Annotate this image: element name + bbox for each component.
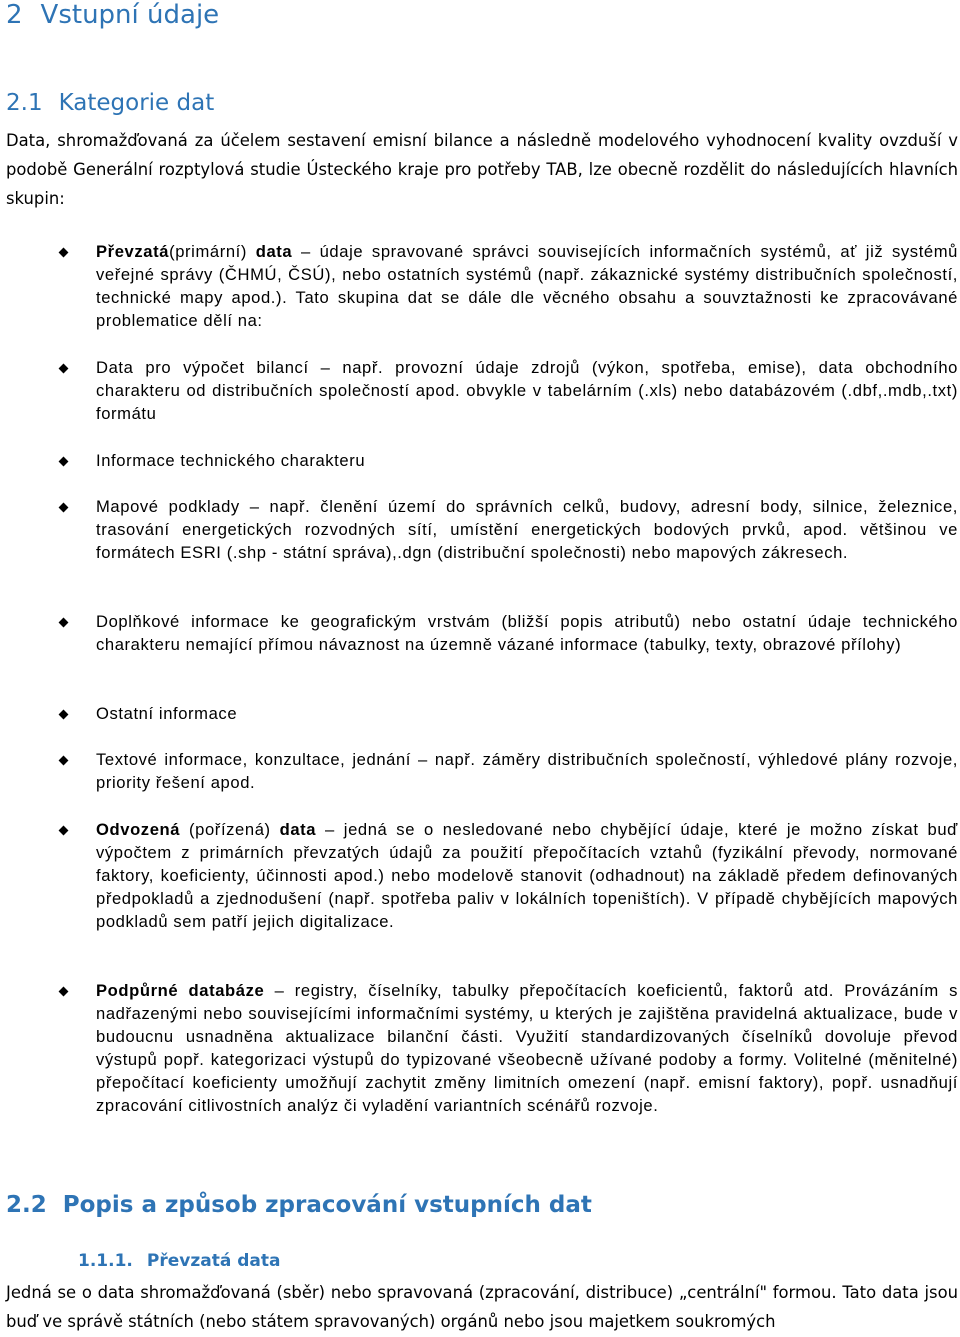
list-item-text [96, 495, 958, 564]
diamond-bullet-icon [59, 618, 69, 628]
list-item-text [96, 979, 958, 1117]
diamond-bullet-icon [59, 503, 69, 513]
diamond-bullet-icon [59, 710, 69, 720]
list-item-text-b: Doplňkové informace ke geografickým vrstvám (bližší popis atributů) nebo ostatní údaje technického charakteru nemající přímou návaznost na územně vázané informace (tabulky, texty, obrazové přílohy) [96, 612, 958, 654]
list-item-text [96, 356, 958, 425]
intro-paragraph: Data, shromažďovaná za účelem sestavení emisní bilance a následně modelového vyhodnocení kvality ovzduší v podobě Generální rozptylová studie Ústeckého kraje pro potřeby TAB, lze obecně rozdělit do následujících hlavních skupin: [6, 131, 958, 208]
list-item-text-b: Textové informace, konzultace, jednání – např. záměry distribučních společností, výhledové plány rozvoje, priority řešení apod. [96, 750, 958, 792]
subsection-heading-2-1 [6, 90, 214, 116]
list-item-text [96, 240, 958, 332]
list-item-text [96, 610, 958, 656]
subsection-heading-2-2 [6, 1192, 592, 1218]
list-item-bold: Odvozená [96, 820, 181, 839]
subsubsection-number: 1.1.1. [78, 1251, 133, 1271]
diamond-bullet-icon [59, 826, 69, 836]
list-item [60, 495, 958, 564]
list-item-text-b: – jedná se o nesledované nebo chybějící údaje, které je možno získat buď výpočtem z primárních převzatých údajů za použití přepočítacích vztahů (fyzikální převody, normované faktory, koeficienty, účinnosti apod.) nebo modelově stanovit (odhadnout) na základě předem definovaných předpokladů a zjednodušení (např. spotřeba paliv v lokálních topeništích). V případě chybějících mapových podkladů sem patří jejich digitalizace. [96, 820, 958, 931]
list-item-text [96, 702, 958, 725]
list-item [60, 610, 958, 656]
subsubsection-title: Převzatá data [146, 1251, 281, 1271]
list-item-bold: Podpůrné databáze [96, 981, 265, 1000]
list-item-text-a: (primární) [169, 242, 256, 261]
subsection-title: Popis a způsob zpracování vstupních dat [62, 1192, 592, 1218]
list-item-text [96, 748, 958, 794]
list-item-bold-2: data [255, 242, 293, 261]
list-item-text [96, 449, 958, 472]
diamond-bullet-icon [59, 364, 69, 374]
list-item-text-a: (pořízená) [180, 820, 280, 839]
list-item-text-b: Mapové podklady – např. členění území do správních celků, budovy, adresní body, silnice, železnice, trasování energetických rozvodných sítí, umístění energetických bodových prvků, apod. většinou ve formátech ESRI (.shp - státní správa),.dgn (distribuční společnosti) nebo mapových zákresech. [96, 497, 958, 562]
list-item [60, 818, 958, 933]
section-title: Vstupní údaje [40, 0, 220, 30]
list-item-bold-2: data [279, 820, 317, 839]
list-item-text-b: Ostatní informace [96, 704, 238, 723]
list-item-text-b: Data pro výpočet bilancí – např. provozní údaje zdrojů (výkon, spotřeba, emise), data obchodního charakteru od distribučních společností apod. obvykle v tabelárním (.xls) nebo databázovém (.dbf,.mdb,.txt) formátu [96, 358, 958, 423]
list-item [60, 449, 958, 472]
subsubsection-heading [78, 1251, 280, 1271]
closing-paragraph: Jedná se o data shromažďovaná (sběr) nebo spravovaná (zpracování, distribuce) „centrální" formou. Tato data jsou buď ve správě státních (nebo státem spravovaných) orgánů nebo jsou majetkem soukromých [6, 1283, 958, 1331]
subsection-number: 2.2 [6, 1192, 47, 1218]
subsection-number: 2.1 [6, 90, 43, 116]
list-item [60, 356, 958, 425]
diamond-bullet-icon [59, 457, 69, 467]
list-item-text-b: – registry, číselníky, tabulky přepočítacích koeficientů, faktorů atd. Provázáním s nadřazenými nebo souvisejícími informačními systémy, u kterých je zajištěna pravidelná aktualizace, bude v budoucnu usnadněna aktualizace bilanční části. Využití standardizovaných číselníků dovoluje převod výstupů popř. kategorizaci výstupů do typizované všeobecně užívané podoby a formy. Volitelné (měnitelné) přepočítací koeficienty umožňují zachytit změny limitních omezení (např. emisní faktory), popř. usnadňují zpracování citlivostních analýz či vyladění variantních scénářů rozvoje. [96, 981, 958, 1115]
list-item-text-b: – údaje spravované správci souvisejících informačních systémů, ať již systémů veřejné správy (ČHMÚ, ČSÚ), nebo ostatních systémů (např. zákaznické systémy distribučních společností, technické mapy apod.). Tato skupina dat se dále dle věcného obsahu a souvztažnosti ke zpracovávané problematice dělí na: [96, 242, 958, 330]
section-heading-2 [6, 0, 219, 30]
diamond-bullet-icon [59, 248, 69, 258]
list-item [60, 702, 958, 725]
list-item [60, 979, 958, 1117]
list-item-bold: Převzatá [96, 242, 170, 261]
list-item-text-b: Informace technického charakteru [96, 451, 366, 470]
list-item-text [96, 818, 958, 933]
diamond-bullet-icon [59, 756, 69, 766]
list-item [60, 748, 958, 794]
section-number: 2 [6, 0, 23, 30]
list-item [60, 240, 958, 332]
diamond-bullet-icon [59, 987, 69, 997]
subsection-title: Kategorie dat [58, 90, 215, 116]
